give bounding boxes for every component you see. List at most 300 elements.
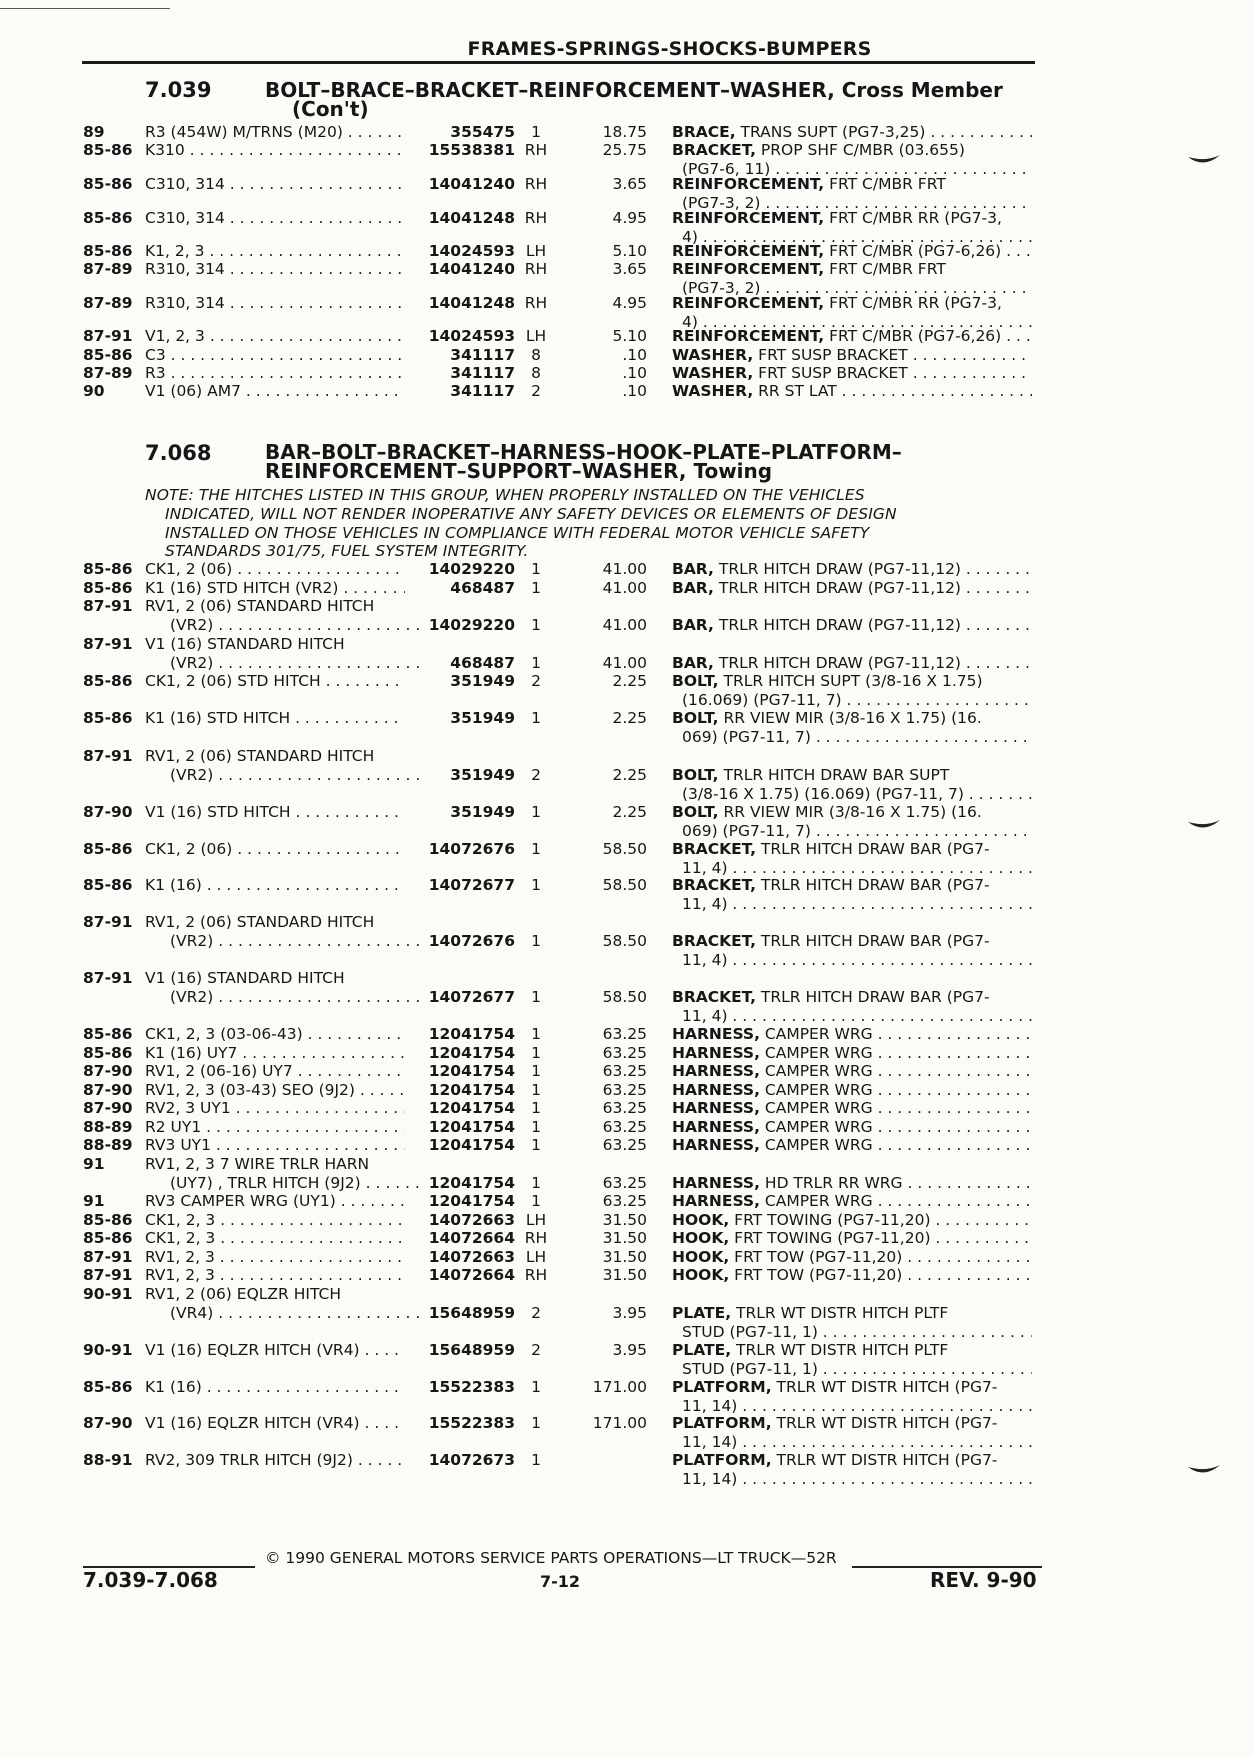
model-years: 88-89 (83, 1136, 133, 1154)
model-years: 87-90 (83, 1414, 133, 1432)
description-line (672, 616, 1032, 635)
model-applicability-cont: (VR2) . . . (170, 932, 425, 951)
list-price: 63.25 (602, 1099, 647, 1117)
quantity: 1 (531, 653, 541, 672)
model-years: 91 (83, 1155, 105, 1173)
description-line (672, 242, 1032, 261)
model-applicability: CK1, 2 (06) STD HITCH . . . (145, 672, 405, 691)
model-years: 87-91 (83, 1248, 133, 1266)
part-description (672, 1451, 1032, 1489)
quantity: 1 (531, 579, 541, 597)
description-text: CAMPER WRG (759, 1192, 873, 1210)
description-text: PROP SHF C/MBR (03.655) (755, 141, 965, 159)
description-line-cont: 11, 4) . . . (672, 1007, 1032, 1026)
description-line (672, 1136, 1032, 1155)
model-applicability: K1 (16) . . . (145, 876, 405, 895)
description-text: RR VIEW MIR (3/8-16 X 1.75) (16. (718, 709, 982, 727)
model-applicability: K1 (16) UY7 . . . (145, 1044, 405, 1063)
part-description (672, 1025, 1032, 1044)
description-line (672, 209, 1032, 228)
part-number: 341117 (450, 364, 515, 382)
model-applicability: V1 (16) STANDARD HITCH (145, 635, 345, 653)
model-years: 87-90 (83, 1099, 133, 1117)
part-number: 14072676 (428, 931, 515, 950)
description-text: FRT C/MBR RR (PG7-3, (824, 209, 1002, 227)
model-applicability: R310, 314 . . . (145, 260, 405, 279)
part-number: 12041754 (428, 1062, 515, 1080)
part-number: 15538381 (428, 141, 515, 159)
part-number: 351949 (450, 803, 515, 821)
list-price: 31.50 (602, 1248, 647, 1266)
part-noun: PLATFORM, (672, 1378, 772, 1396)
model-applicability: V1 (16) EQLZR HITCH (VR4) . . . (145, 1414, 405, 1433)
description-text: RR VIEW MIR (3/8-16 X 1.75) (16. (718, 803, 982, 821)
list-price: 25.75 (602, 141, 647, 159)
model-years: 85-86 (83, 672, 133, 690)
part-noun: HARNESS, (672, 1118, 760, 1136)
description-line (672, 709, 1032, 728)
part-noun: BRACKET, (672, 876, 756, 894)
model-applicability: CK1, 2 (06) . . . (145, 560, 405, 579)
description-line (672, 1062, 1032, 1081)
quantity: 2 (531, 1303, 541, 1322)
description-text: TRLR WT DISTR HITCH PLTF (731, 1341, 949, 1359)
quantity: 2 (531, 765, 541, 784)
note-line: STANDARDS 301/75, FUEL SYSTEM INTEGRITY. (165, 542, 529, 561)
quantity: LH (525, 1248, 547, 1266)
part-description (672, 1174, 1032, 1193)
header-rule (82, 61, 1035, 64)
part-description (672, 988, 1032, 1026)
description-text: CAMPER WRG (759, 1118, 873, 1136)
part-number: 468487 (450, 653, 515, 672)
part-noun: BOLT, (672, 672, 719, 690)
description-line (672, 1229, 1032, 1248)
part-description (672, 1414, 1032, 1452)
list-price: 18.75 (602, 123, 647, 141)
part-description (672, 876, 1032, 914)
description-text: FRT TOWING (PG7-11,20) (729, 1229, 931, 1247)
description-line-cont: 11, 14) . . . (672, 1397, 1032, 1416)
model-years: 87-90 (83, 803, 133, 821)
top-scan-line (0, 8, 170, 9)
model-applicability: C3 . . . (145, 346, 405, 365)
model-years: 85-86 (83, 1211, 133, 1229)
part-description (672, 616, 1032, 635)
part-description (672, 1118, 1032, 1137)
part-description (672, 123, 1032, 142)
description-line (672, 1414, 1032, 1433)
description-line-cont: (3/8-16 X 1.75) (16.069) (PG7-11, 7) . . . (672, 785, 1032, 804)
part-number: 14072664 (428, 1229, 515, 1247)
description-text: TRLR HITCH DRAW BAR SUPT (718, 765, 950, 784)
model-applicability-cont: (VR4) . . . (170, 1304, 425, 1323)
part-description (672, 260, 1032, 298)
list-price: 31.50 (602, 1229, 647, 1247)
part-description (672, 932, 1032, 970)
description-line (672, 1248, 1032, 1267)
part-number: 12041754 (428, 1173, 515, 1192)
description-text: FRT C/MBR FRT (824, 260, 946, 278)
description-text: TRLR HITCH DRAW BAR (PG7- (755, 987, 990, 1006)
footer-copyright: © 1990 GENERAL MOTORS SERVICE PARTS OPERATIONS—LT TRUCK—52R (265, 1549, 837, 1567)
part-description (672, 579, 1032, 598)
model-applicability: RV1, 2, 3 (03-43) SEO (9J2) . . . (145, 1081, 405, 1100)
list-price: 2.25 (612, 765, 647, 784)
part-noun: HARNESS, (672, 1025, 760, 1043)
list-price: 3.95 (612, 1303, 647, 1322)
quantity: RH (524, 1266, 548, 1284)
description-line (672, 1174, 1032, 1193)
description-line (672, 327, 1032, 346)
description-line (672, 123, 1032, 142)
list-price: 4.95 (612, 209, 647, 227)
description-line (672, 1451, 1032, 1470)
part-number: 12041754 (428, 1118, 515, 1136)
description-text: CAMPER WRG (759, 1081, 873, 1099)
footer-section-range: 7.039-7.068 (83, 1568, 218, 1592)
binder-hole-mark-icon (1188, 155, 1220, 165)
description-text: TRLR HITCH DRAW (PG7-11,12) (713, 653, 961, 672)
model-years: 85-86 (83, 876, 133, 894)
part-description (672, 294, 1032, 332)
description-line-cont: STUD (PG7-11, 1) . . . (672, 1323, 1032, 1342)
part-description (672, 803, 1032, 841)
description-text: FRT C/MBR (PG7-6,26) (824, 327, 1002, 345)
part-number: 355475 (450, 123, 515, 141)
model-applicability: RV1, 2, 3 7 WIRE TRLR HARN (145, 1155, 370, 1173)
list-price: 171.00 (592, 1378, 647, 1396)
description-line (672, 1044, 1032, 1063)
part-number: 15648959 (428, 1341, 515, 1359)
part-number: 14041248 (428, 294, 515, 312)
description-text: CAMPER WRG (759, 1062, 873, 1080)
description-line (672, 382, 1032, 401)
quantity: 1 (531, 1451, 541, 1469)
description-text: TRLR WT DISTR HITCH PLTF (731, 1303, 949, 1322)
description-line-cont: (PG7-3, 2) . . . (672, 279, 1032, 298)
part-number: 351949 (450, 672, 515, 690)
part-description (672, 175, 1032, 213)
model-years: 88-89 (83, 1118, 133, 1136)
list-price: 31.50 (602, 1211, 647, 1229)
model-years: 87-89 (83, 260, 133, 278)
description-line (672, 364, 1032, 383)
model-applicability: R310, 314 . . . (145, 294, 405, 313)
quantity: LH (525, 1211, 547, 1229)
description-line-cont: (PG7-6, 11) . . . (672, 160, 1032, 179)
part-number: 14072673 (428, 1451, 515, 1469)
part-noun: BRACKET, (672, 987, 756, 1006)
part-noun: BAR, (672, 615, 714, 634)
list-price: 41.00 (602, 560, 647, 578)
model-applicability: R3 (454W) M/TRNS (M20) . . . (145, 123, 405, 142)
part-description (672, 1229, 1032, 1248)
description-line (672, 1211, 1032, 1230)
model-years: 85-86 (83, 175, 133, 193)
description-line-cont: 11, 4) . . . (672, 895, 1032, 914)
part-noun: WASHER, (672, 382, 754, 400)
part-noun: PLATE, (672, 1341, 732, 1359)
part-description (672, 1044, 1032, 1063)
part-description (672, 1248, 1032, 1267)
description-text: TRLR HITCH DRAW BAR (PG7- (755, 840, 990, 858)
quantity: 1 (531, 1192, 541, 1210)
part-number: 351949 (450, 765, 515, 784)
model-years: 85-86 (83, 560, 133, 578)
description-text: TRLR HITCH SUPT (3/8-16 X 1.75) (718, 672, 983, 690)
section-title-line1: BOLT–BRACE–BRACKET–REINFORCEMENT–WASHER, Cross Member (265, 78, 1003, 102)
description-line (672, 932, 1032, 951)
section-number: 7.039 (145, 78, 212, 102)
part-description (672, 1341, 1032, 1379)
part-noun: WASHER, (672, 364, 754, 382)
footer-revision: REV. 9-90 (930, 1568, 1037, 1592)
part-description (672, 560, 1032, 579)
description-text: TRLR HITCH DRAW (PG7-11,12) (713, 579, 961, 597)
part-description (672, 327, 1032, 346)
part-description (672, 709, 1032, 747)
description-line (672, 803, 1032, 822)
part-description (672, 1192, 1032, 1211)
list-price: 63.25 (602, 1062, 647, 1080)
model-applicability: CK1, 2 (06) . . . (145, 840, 405, 859)
description-line-cont: 4) . . . (672, 313, 1032, 332)
part-noun: BRACKET, (672, 141, 756, 159)
model-applicability: RV3 UY1 . . . (145, 1136, 405, 1155)
part-noun: WASHER, (672, 346, 754, 364)
part-number: 14041240 (428, 260, 515, 278)
part-noun: HARNESS, (672, 1081, 760, 1099)
part-noun: HARNESS, (672, 1062, 760, 1080)
description-text: TRLR HITCH DRAW BAR (PG7- (755, 931, 990, 950)
description-line (672, 1266, 1032, 1285)
part-number: 14072664 (428, 1266, 515, 1284)
part-noun: BOLT, (672, 803, 719, 821)
model-applicability-cont: (UY7) , TRLR HITCH (9J2) . . . (170, 1174, 425, 1193)
part-description (672, 346, 1032, 365)
description-line (672, 766, 1032, 785)
part-noun: HOOK, (672, 1211, 730, 1229)
list-price: 63.25 (602, 1136, 647, 1154)
binder-hole-mark-icon (1188, 820, 1220, 830)
part-number: 14072663 (428, 1248, 515, 1266)
part-number: 14072663 (428, 1211, 515, 1229)
note-line: INSTALLED ON THOSE VEHICLES IN COMPLIANCE WITH FEDERAL MOTOR VEHICLE SAFETY (165, 523, 870, 542)
part-description (672, 141, 1032, 179)
model-years: 85-86 (83, 1378, 133, 1396)
quantity: 1 (531, 1081, 541, 1099)
part-number: 14072676 (428, 840, 515, 858)
part-noun: HARNESS, (672, 1099, 760, 1117)
model-applicability: CK1, 2, 3 . . . (145, 1229, 405, 1248)
description-line (672, 876, 1032, 895)
model-applicability-cont: (VR2) . . . (170, 654, 425, 673)
description-text: TRLR WT DISTR HITCH (PG7- (771, 1378, 998, 1396)
model-years: 88-91 (83, 1451, 133, 1469)
part-noun: HARNESS, (672, 1044, 760, 1062)
model-applicability: K1 (16) STD HITCH (VR2) . . . (145, 579, 405, 598)
quantity: 1 (531, 1378, 541, 1396)
description-line-cont: STUD (PG7-11, 1) . . . (672, 1360, 1032, 1379)
model-years: 85-86 (83, 709, 133, 727)
list-price: 63.25 (602, 1173, 647, 1192)
part-number: 15522383 (428, 1414, 515, 1432)
description-line-cont: 11, 4) . . . (672, 951, 1032, 970)
quantity: 1 (531, 615, 541, 634)
quantity: 1 (531, 931, 541, 950)
part-noun: REINFORCEMENT, (672, 175, 825, 193)
part-noun: BOLT, (672, 709, 719, 727)
model-applicability: V1, 2, 3 . . . (145, 327, 405, 346)
model-years: 87-91 (83, 597, 133, 615)
description-line (672, 988, 1032, 1007)
model-years: 87-90 (83, 1081, 133, 1099)
part-number: 15648959 (428, 1303, 515, 1322)
list-price: 41.00 (602, 579, 647, 597)
quantity: 8 (531, 364, 541, 382)
footer-page-number: 7-12 (540, 1572, 581, 1591)
model-applicability: C310, 314 . . . (145, 209, 405, 228)
part-number: 14041248 (428, 209, 515, 227)
quantity: 1 (531, 1062, 541, 1080)
description-line (672, 1378, 1032, 1397)
quantity: 2 (531, 382, 541, 400)
description-line (672, 141, 1032, 160)
part-noun: PLATFORM, (672, 1451, 772, 1469)
part-number: 14029220 (428, 615, 515, 634)
list-price: 58.50 (602, 840, 647, 858)
description-line-cont: 4) . . . (672, 228, 1032, 247)
description-line (672, 346, 1032, 365)
description-text: CAMPER WRG (759, 1136, 873, 1154)
quantity: 1 (531, 123, 541, 141)
part-description (672, 672, 1032, 710)
part-number: 12041754 (428, 1099, 515, 1117)
description-line-cont: (16.069) (PG7-11, 7) . . . (672, 691, 1032, 710)
part-noun: REINFORCEMENT, (672, 209, 825, 227)
model-applicability: RV1, 2 (06) EQLZR HITCH (145, 1285, 341, 1303)
list-price: 63.25 (602, 1081, 647, 1099)
model-years: 87-90 (83, 1062, 133, 1080)
part-noun: HOOK, (672, 1248, 730, 1266)
model-applicability: V1 (16) STANDARD HITCH (145, 969, 345, 987)
model-years: 90 (83, 382, 105, 400)
quantity: 2 (531, 1341, 541, 1359)
description-text: CAMPER WRG (759, 1099, 873, 1117)
description-text: TRANS SUPT (PG7-3,25) (735, 123, 926, 141)
part-number: 15522383 (428, 1378, 515, 1396)
part-noun: BRACKET, (672, 840, 756, 858)
list-price: 63.25 (602, 1044, 647, 1062)
model-years: 90-91 (83, 1341, 133, 1359)
description-text: FRT SUSP BRACKET (753, 346, 908, 364)
list-price: 31.50 (602, 1266, 647, 1284)
part-noun: HARNESS, (672, 1192, 760, 1210)
part-noun: REINFORCEMENT, (672, 260, 825, 278)
model-applicability: RV1, 2, 3 . . . (145, 1266, 405, 1285)
description-text: CAMPER WRG (759, 1044, 873, 1062)
model-applicability: CK1, 2, 3 . . . (145, 1211, 405, 1230)
description-text: FRT C/MBR (PG7-6,26) (824, 242, 1002, 260)
quantity: 1 (531, 1173, 541, 1192)
model-years: 87-89 (83, 294, 133, 312)
part-description (672, 382, 1032, 401)
model-applicability: RV1, 2, 3 . . . (145, 1248, 405, 1267)
model-applicability: CK1, 2, 3 (03-06-43) . . . (145, 1025, 405, 1044)
part-description (672, 1081, 1032, 1100)
quantity: 1 (531, 987, 541, 1006)
list-price: 63.25 (602, 1192, 647, 1210)
part-number: 14072677 (428, 876, 515, 894)
quantity: RH (524, 260, 548, 278)
list-price: 58.50 (602, 876, 647, 894)
part-description (672, 766, 1032, 804)
description-line (672, 579, 1032, 598)
model-applicability: V1 (06) AM7 . . . (145, 382, 405, 401)
quantity: 2 (531, 672, 541, 690)
quantity: RH (524, 175, 548, 193)
description-line (672, 560, 1032, 579)
part-noun: REINFORCEMENT, (672, 242, 825, 260)
part-number: 14029220 (428, 560, 515, 578)
part-number: 468487 (450, 579, 515, 597)
quantity: RH (524, 1229, 548, 1247)
binder-hole-mark-icon (1188, 1465, 1220, 1475)
quantity: RH (524, 209, 548, 227)
model-years: 87-91 (83, 913, 133, 931)
model-years: 87-91 (83, 635, 133, 653)
description-line (672, 175, 1032, 194)
part-description (672, 1304, 1032, 1342)
part-noun: BAR, (672, 653, 714, 672)
quantity: 1 (531, 840, 541, 858)
part-noun: PLATFORM, (672, 1414, 772, 1432)
model-years: 85-86 (83, 141, 133, 159)
description-line-cont: 069) (PG7-11, 7) . . . (672, 822, 1032, 841)
part-noun: BAR, (672, 560, 714, 578)
model-applicability: V1 (16) EQLZR HITCH (VR4) . . . (145, 1341, 405, 1360)
model-years: 89 (83, 123, 105, 141)
list-price: 41.00 (602, 653, 647, 672)
description-text: TRLR HITCH DRAW BAR (PG7- (755, 876, 990, 894)
part-noun: HOOK, (672, 1266, 730, 1284)
list-price: 41.00 (602, 615, 647, 634)
hitch-safety-note (145, 486, 1025, 561)
description-line (672, 840, 1032, 859)
model-years: 87-89 (83, 364, 133, 382)
list-price: 2.25 (612, 709, 647, 727)
quantity: 1 (531, 1136, 541, 1154)
model-applicability: K1, 2, 3 . . . (145, 242, 405, 261)
description-line (672, 654, 1032, 673)
description-text: FRT TOW (PG7-11,20) (729, 1248, 903, 1266)
description-line (672, 1081, 1032, 1100)
model-years: 85-86 (83, 1025, 133, 1043)
description-text: FRT SUSP BRACKET (753, 364, 908, 382)
model-applicability: RV1, 2 (06) STANDARD HITCH (145, 597, 375, 615)
quantity: 1 (531, 709, 541, 727)
model-applicability: RV1, 2 (06-16) UY7 . . . (145, 1062, 405, 1081)
description-text: FRT TOW (PG7-11,20) (729, 1266, 903, 1284)
description-text: FRT C/MBR RR (PG7-3, (824, 294, 1002, 312)
section-title-line2: (Con't) (292, 97, 369, 121)
model-applicability-cont: (VR2) . . . (170, 988, 425, 1007)
part-description (672, 209, 1032, 247)
part-noun: BOLT, (672, 765, 719, 784)
part-number: 12041754 (428, 1044, 515, 1062)
model-applicability: RV1, 2 (06) STANDARD HITCH (145, 913, 375, 931)
